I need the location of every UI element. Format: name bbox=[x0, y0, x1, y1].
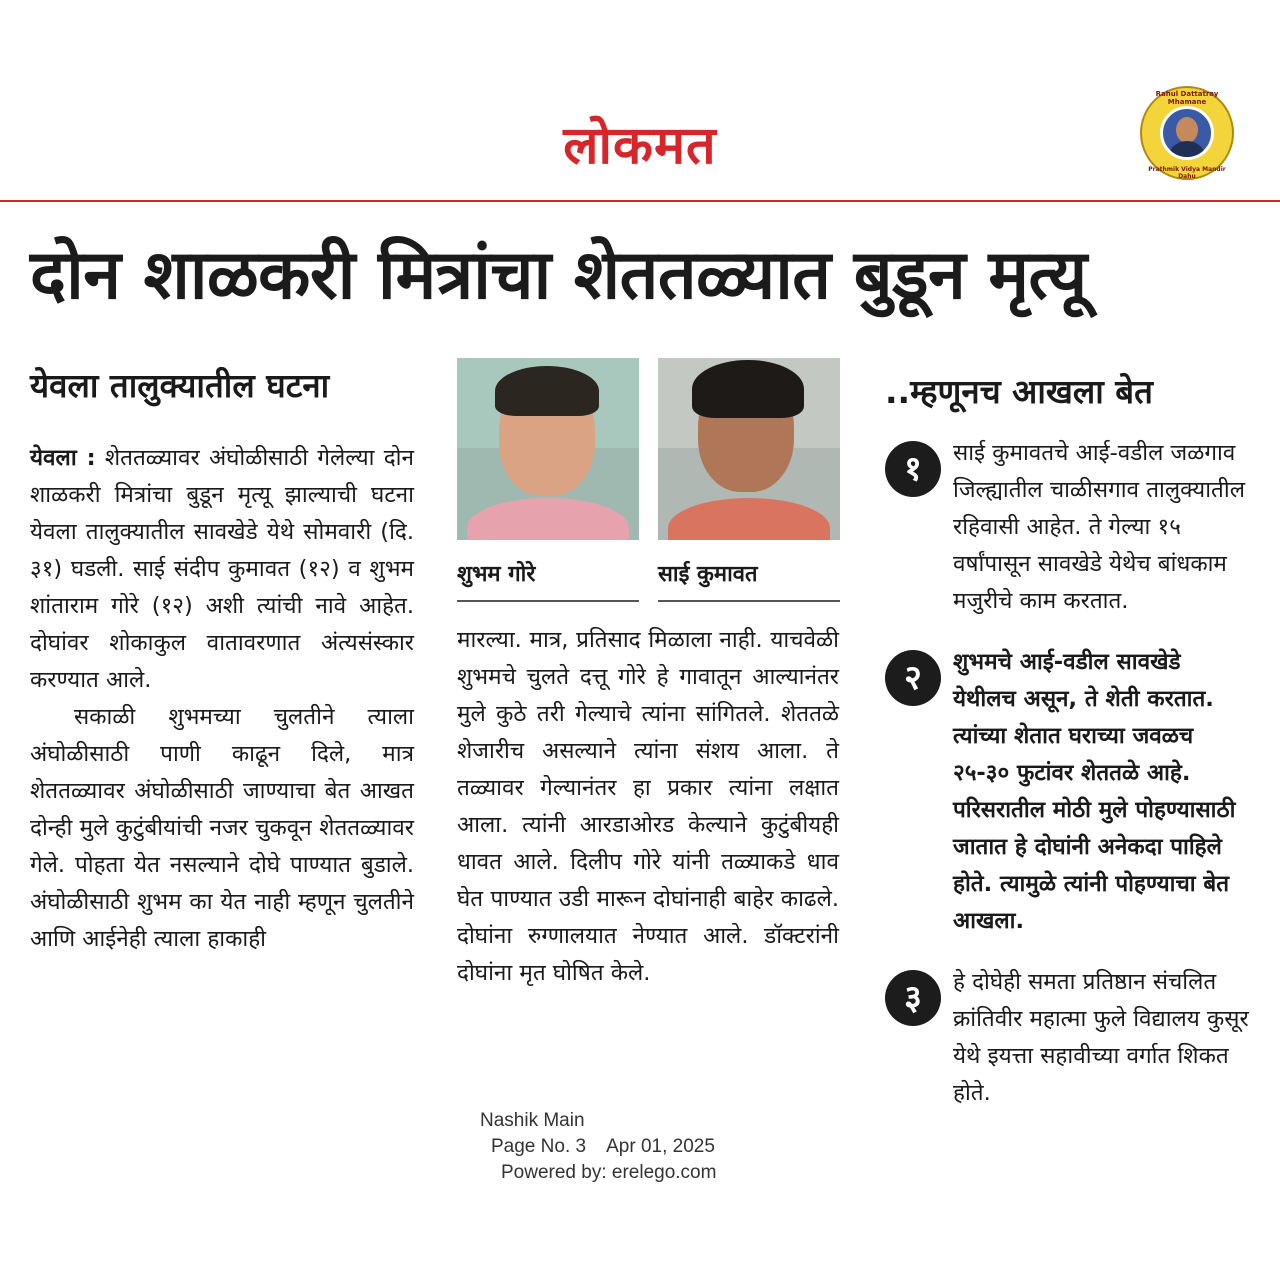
boy-body-icon bbox=[467, 498, 629, 540]
point-number-badge: ३ bbox=[885, 970, 941, 1026]
badge-portrait bbox=[1160, 106, 1214, 160]
middle-para: मारल्या. मात्र, प्रतिसाद मिळाला नाही. याचवेळी शुभमचे चुलते दत्तू गोरे हे गावातून आल्यानंतर मुले कुठे तरी गेल्याचे त्यांना सांगितले. शेततळे शेजारीच असल्याने त्यांना संशय आला. ते तळ्यावर गेल्यानंतर हा प्रकार त्यांना लक्षात आला. त्यांनी आरडाओरड केल्याने कुटुंबीयही धावत आले. दिलीप गोरे यांनी तळ्याकडे धाव घेत पाण्यात उडी मारून दोघांनाही बाहेर काढले. दोघांना रुग्णालयात नेण्यात आले. डॉक्टरांनी दोघांना मृत घोषित केले. bbox=[457, 627, 839, 986]
badge-top-text: Rahul Dattatray Mhamane bbox=[1155, 90, 1219, 106]
lokmat-logo: लोकमत bbox=[563, 115, 717, 176]
photo-caption-1: शुभम गोरे bbox=[457, 558, 639, 602]
point-item bbox=[885, 644, 1250, 940]
page-footer bbox=[470, 1108, 790, 1186]
boy-hair-icon bbox=[692, 360, 804, 418]
badge-face-icon bbox=[1176, 117, 1198, 143]
author-badge bbox=[1140, 86, 1234, 180]
point-number-badge: २ bbox=[885, 650, 941, 706]
right-subhead: ..म्हणूनच आखला बेत bbox=[885, 372, 1153, 411]
point-text: साई कुमावतचे आई-वडील जळगाव जिल्ह्यातील चाळीसगाव तालुक्यातील रहिवासी आहेत. ते गेल्या १५ वर्षांपासून सावखेडे येथेच बांधकाम मजुरीचे काम करतात. bbox=[953, 440, 1245, 614]
middle-column bbox=[457, 622, 839, 992]
point-text: हे दोघेही समता प्रतिष्ठान संचलित क्रांतिवीर महात्मा फुले विद्यालय कुसूर येथे इयत्ता सहावीच्या वर्गात शिकत होते. bbox=[953, 969, 1249, 1106]
left-para-1-text: शेततळ्यावर अंघोळीसाठी गेलेल्या दोन शाळकरी मित्रांचा बुडून मृत्यू झाल्याची घटना येवला तालुक्यातील सावखेडे येथे सोमवारी (दि. ३१) घडली. साई संदीप कुमावत (१२) व शुभम शांताराम गोरे (१२) अशी त्यांची नावे आहेत. दोघांवर शोकाकुल वातावरणात अंत्यसंस्कार करण्यात आले. bbox=[30, 445, 414, 693]
badge-shirt-icon bbox=[1167, 141, 1207, 160]
powered-by: Powered by: erelego.com bbox=[501, 1162, 717, 1183]
left-subhead: येवला तालुक्यातील घटना bbox=[30, 366, 330, 405]
point-item bbox=[885, 964, 1250, 1112]
left-para-1 bbox=[30, 440, 414, 699]
masthead-rule bbox=[0, 200, 1280, 202]
edition-name: Nashik Main bbox=[480, 1110, 585, 1131]
point-text: शुभमचे आई-वडील सावखेडे येथीलच असून, ते शेती करतात. त्यांच्या शेतात घराच्या जवळच २५-३० फुटांवर शेततळे आहे. परिसरातील मोठी मुले पोहण्यासाठी जातात हे दोघांनी अनेकदा पाहिले होते. त्यामुळे त्यांनी पोहण्याचा बेत आखला. bbox=[953, 649, 1236, 934]
right-column bbox=[885, 435, 1250, 1136]
photo-sai-kumawat bbox=[658, 358, 840, 540]
boy-body-icon bbox=[668, 498, 830, 540]
left-para-2: सकाळी शुभमच्या चुलतीने त्याला अंघोळीसाठी पाणी काढून दिले, मात्र शेततळ्यावर अंघोळीसाठी जाण्याचा बेत आखत दोन्ही मुले कुटुंबीयांची नजर चुकवून शेततळ्यावर गेले. पोहता येत नसल्याने दोघे पाण्यात बुडाले. अंघोळीसाठी शुभम का येत नाही म्हणून चुलतीने आणि आईनेही त्याला हाकाही bbox=[30, 704, 414, 952]
left-column bbox=[30, 440, 414, 958]
badge-bottom-text: Prathmik Vidya Mandir Dahu bbox=[1148, 166, 1226, 180]
boy-hair-icon bbox=[495, 366, 599, 416]
photo-shubham-gore bbox=[457, 358, 639, 540]
page-and-date: Page No. 3 Apr 01, 2025 bbox=[491, 1136, 715, 1157]
point-item bbox=[885, 435, 1250, 620]
point-number-badge: १ bbox=[885, 441, 941, 497]
dateline: येवला : bbox=[30, 445, 96, 471]
photo-caption-2: साई कुमावत bbox=[658, 558, 840, 602]
headline: दोन शाळकरी मित्रांचा शेततळ्यात बुडून मृत्यू bbox=[30, 236, 1087, 315]
